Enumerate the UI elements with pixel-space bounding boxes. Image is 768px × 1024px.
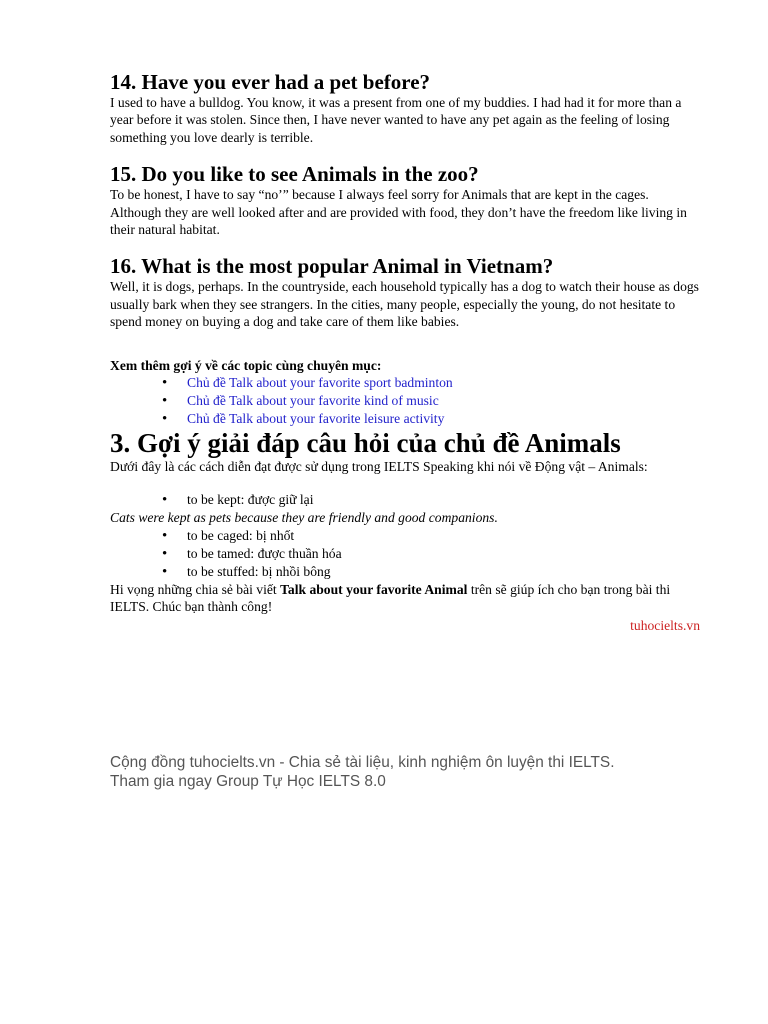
related-topic-link-music[interactable]: Chủ đề Talk about your favorite kind of music [187,393,439,409]
closing-bold-title: Talk about your favorite Animal [280,581,468,597]
related-topic-item [110,374,700,392]
footer-line-community: Cộng đồng tuhocielts.vn - Chia sẻ tài liệu, kinh nghiệm ôn luyện thi IELTS. [110,754,615,771]
question-15-block [110,162,700,238]
related-topic-item [110,392,700,410]
question-14-title: 14. Have you ever had a pet before? [110,70,431,94]
question-16-block [110,254,700,330]
closing-text-end: trên sẽ giúp ích cho bạn trong bài thi IELTS. Chúc bạn thành công! [110,581,671,615]
vocab-list-continued [110,527,700,581]
document-page [110,70,700,634]
question-16-title: 16. What is the most popular Animal in Vietnam? [110,254,554,279]
question-14-answer: I used to have a bulldog. You know, it was a present from one of my buddies. I had had it for more than a year before it was stolen. Since then, I have never wanted to have any pet again as the feeling of losing something you love dearly is terrible. [110,95,682,145]
question-16-answer: Well, it is dogs, perhaps. In the countryside, each household typically has a dog to watch their house as dogs usually bark when they see strangers. In the cities, many people, especially the young, do not hesitate to spend money on buying a dog and take care of them like babies. [110,279,699,330]
vocab-item: • to be tamed: được thuần hóa [110,545,700,563]
related-topic-item [110,410,700,428]
related-topics-heading: Xem thêm gợi ý về các topic cùng chuyên mục: [110,357,382,373]
question-15-title: 15. Do you like to see Animals in the zoo? [110,162,479,187]
source-credit: tuhocielts.vn [630,617,700,633]
question-14-block [110,70,700,146]
section-title: 3. Gợi ý giải đáp câu hỏi của chủ đề Animals [110,428,621,459]
page-footer [110,753,730,791]
footer-line-group: Tham gia ngay Group Tự Học IELTS 8.0 [110,773,386,790]
related-topics-list [110,374,700,428]
section-intro: Dưới đây là các cách diễn đạt được sử dụng trong IELTS Speaking khi nói về Động vật – Animals: [110,459,648,475]
related-topic-link-leisure[interactable]: Chủ đề Talk about your favorite leisure activity [187,411,445,427]
vocab-example: Cats were kept as pets because they are friendly and good companions. [110,510,498,526]
related-topic-link-badminton[interactable]: Chủ đề Talk about your favorite sport badminton [187,375,453,391]
closing-text-start: Hi vọng những chia sẻ bài viết [110,581,281,597]
closing-paragraph [110,581,700,616]
question-15-answer: To be honest, I have to say “no’” because I always feel sorry for Animals that are kept in the cages. Although they are well looked after and are provided with food, they don’t have the freedom like living in their natural habitat. [110,187,687,238]
vocab-list [110,491,700,509]
vocab-item: • to be stuffed: bị nhồi bông [110,563,700,581]
vocab-item: • to be kept: được giữ lại [110,491,700,509]
vocab-item: • to be caged: bị nhốt [110,527,700,545]
